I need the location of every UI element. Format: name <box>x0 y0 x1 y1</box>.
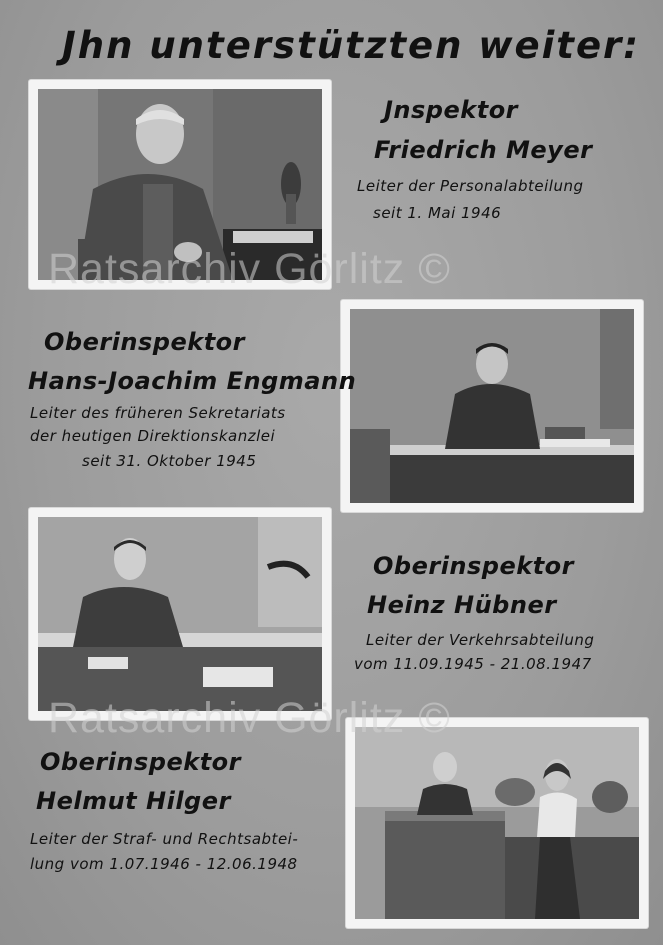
desc-huebner-1: Leiter der Verkehrsabteilung <box>366 631 595 649</box>
photo-huebner-image <box>38 517 322 711</box>
photo-engmann <box>341 300 643 512</box>
desc-engmann-1: Leiter des früheren Sekretariats <box>30 404 286 422</box>
page-heading: Jhn unterstützten weiter: <box>62 24 641 67</box>
name-huebner: Heinz Hübner <box>367 591 557 619</box>
title-meyer: Jnspektor <box>384 96 519 124</box>
name-hilger: Helmut Hilger <box>36 787 231 815</box>
watermark-top: Ratsarchiv Görlitz © <box>48 245 451 293</box>
desc-hilger-2: lung vom 1.07.1946 - 12.06.1948 <box>30 855 298 873</box>
desc-engmann-2: der heutigen Direktionskanzlei <box>30 427 276 445</box>
photo-engmann-image <box>350 309 634 503</box>
title-huebner: Oberinspektor <box>373 552 575 580</box>
desc-meyer-2: seit 1. Mai 1946 <box>373 204 502 222</box>
name-meyer: Friedrich Meyer <box>374 136 593 164</box>
title-engmann: Oberinspektor <box>44 328 246 356</box>
photo-hilger <box>346 718 648 928</box>
photo-hilger-image <box>355 727 639 919</box>
photo-huebner <box>29 508 331 720</box>
name-engmann: Hans-Joachim Engmann <box>28 367 357 395</box>
watermark-bottom: Ratsarchiv Görlitz © <box>48 694 451 742</box>
title-hilger: Oberinspektor <box>40 748 242 776</box>
desc-engmann-3: seit 31. Oktober 1945 <box>82 452 257 470</box>
desc-hilger-1: Leiter der Straf- und Rechtsabtei- <box>30 830 299 848</box>
desc-meyer-1: Leiter der Personalabteilung <box>357 177 584 195</box>
desc-huebner-2: vom 11.09.1945 - 21.08.1947 <box>354 655 592 673</box>
